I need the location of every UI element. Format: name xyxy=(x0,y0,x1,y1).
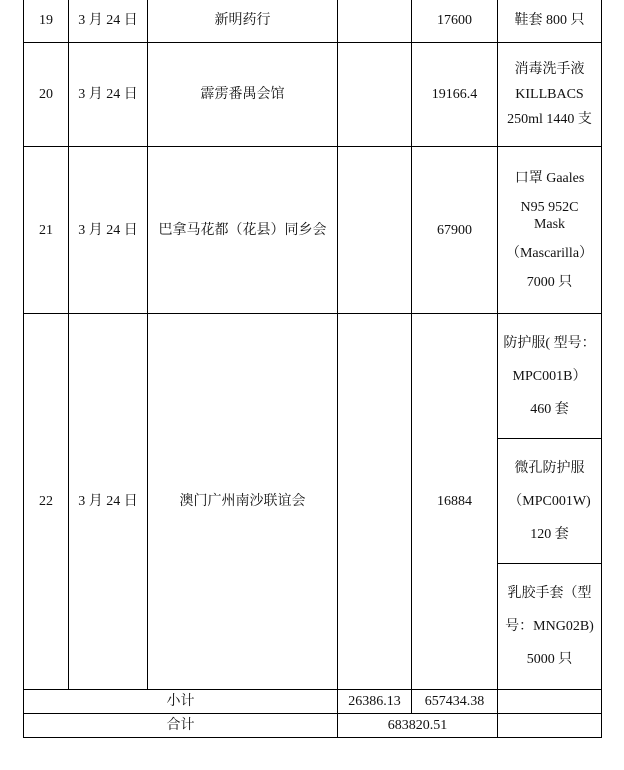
goods-line: N95 952C xyxy=(520,199,579,215)
goods-line: 5000 只 xyxy=(526,652,573,667)
row-goods xyxy=(498,0,602,43)
goods-line: 7000 只 xyxy=(526,274,573,290)
row-col4 xyxy=(338,0,412,43)
subtotal-empty xyxy=(498,690,602,714)
row-amount: 67900 xyxy=(412,147,498,314)
subtotal-amount: 657434.38 xyxy=(412,690,498,714)
table-row xyxy=(24,314,602,439)
table-row xyxy=(24,147,602,314)
goods-line: 防护服( 型号： xyxy=(503,335,596,351)
goods-line: 460 套 xyxy=(530,401,569,417)
row-date: 3 月 24 日 xyxy=(69,314,148,690)
goods-line: 250ml 1440 支 xyxy=(507,112,592,127)
goods-line: MPC001B） xyxy=(512,368,587,384)
row-col4 xyxy=(338,43,412,147)
goods-line: Mask xyxy=(533,216,566,232)
row-amount: 17600 xyxy=(412,0,498,43)
row-number: 20 xyxy=(24,43,69,147)
row-goods xyxy=(498,314,602,439)
goods-line: （Mascarilla） xyxy=(505,245,594,261)
goods-line: 消毒洗手液 xyxy=(514,62,585,77)
total-row xyxy=(24,714,602,738)
goods-line: 120 套 xyxy=(530,526,569,542)
row-date: 3 月 24 日 xyxy=(69,147,148,314)
goods-line: KILLBACS xyxy=(515,87,584,102)
row-goods xyxy=(498,439,602,564)
subtotal-label: 小计 xyxy=(24,690,338,714)
row-donor: 霹雳番禺会馆 xyxy=(148,43,338,147)
donation-table xyxy=(23,0,602,738)
table-row xyxy=(24,0,602,43)
row-amount: 16884 xyxy=(412,314,498,690)
subtotal-col4: 26386.13 xyxy=(338,690,412,714)
goods-line: 号：MNG02B) xyxy=(505,619,594,634)
goods-line: 微孔防护服 xyxy=(514,460,585,476)
row-goods xyxy=(498,147,602,314)
row-col4 xyxy=(338,147,412,314)
row-number: 21 xyxy=(24,147,69,314)
goods-line: 口罩 Gaales xyxy=(514,170,585,186)
total-empty xyxy=(498,714,602,738)
total-label: 合计 xyxy=(24,714,338,738)
total-value: 683820.51 xyxy=(338,714,498,738)
table-row xyxy=(24,43,602,147)
row-donor: 澳门广州南沙联谊会 xyxy=(148,314,338,690)
row-date: 3 月 24 日 xyxy=(69,0,148,43)
row-goods xyxy=(498,43,602,147)
goods-line: （MPC001W) xyxy=(508,493,591,509)
row-donor: 巴拿马花都（花县）同乡会 xyxy=(148,147,338,314)
row-goods xyxy=(498,564,602,690)
goods-line: 乳胶手套（型 xyxy=(507,586,592,601)
row-donor: 新明药行 xyxy=(148,0,338,43)
row-number: 22 xyxy=(24,314,69,690)
row-date: 3 月 24 日 xyxy=(69,43,148,147)
row-number: 19 xyxy=(24,0,69,43)
row-amount: 19166.4 xyxy=(412,43,498,147)
goods-line: 鞋套 800 只 xyxy=(514,13,585,28)
row-col4 xyxy=(338,314,412,690)
subtotal-row xyxy=(24,690,602,714)
